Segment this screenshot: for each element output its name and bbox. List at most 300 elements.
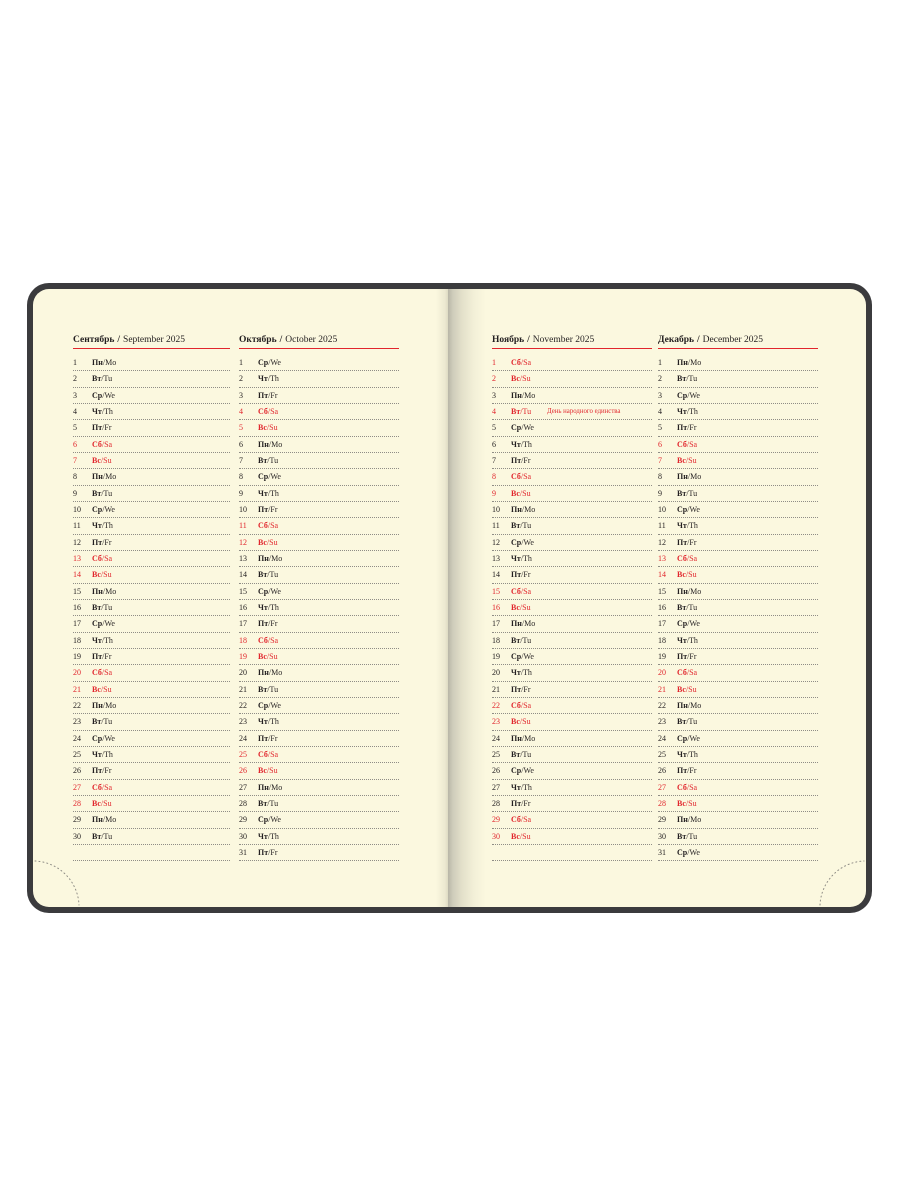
weekday-separator: /	[520, 472, 524, 482]
weekday	[677, 355, 701, 370]
weekday-en: Mo	[271, 782, 283, 792]
day-row	[73, 388, 230, 404]
weekday	[92, 665, 112, 680]
weekday-en: Mo	[271, 553, 283, 563]
weekday-en: Sa	[689, 553, 698, 563]
weekday-ru: Пт	[511, 455, 522, 465]
weekday-separator: /	[685, 455, 689, 465]
weekday-separator: /	[520, 782, 524, 792]
day-number: 1	[239, 358, 243, 367]
day-row	[658, 763, 818, 779]
day-row	[239, 469, 399, 485]
weekday	[511, 731, 535, 746]
weekday-en: Fr	[270, 733, 278, 743]
day-row	[492, 420, 652, 436]
day-row	[658, 649, 818, 665]
day-row	[239, 502, 399, 518]
weekday-separator: /	[267, 717, 271, 727]
weekday-separator: /	[102, 504, 105, 514]
weekday	[677, 518, 698, 533]
weekday	[511, 747, 531, 762]
day-row	[239, 567, 399, 583]
weekday-en: Fr	[270, 847, 278, 857]
weekday-separator: /	[267, 749, 271, 759]
weekday-ru: Пт	[677, 423, 688, 433]
weekday-ru: Ср	[92, 504, 103, 514]
weekday-ru: Вс	[92, 570, 101, 580]
day-row	[492, 437, 652, 453]
weekday-en: Su	[103, 798, 112, 808]
weekday	[258, 371, 279, 386]
weekday	[92, 763, 112, 778]
day-row	[492, 747, 652, 763]
day-number: 23	[492, 717, 500, 727]
weekday-separator: /	[268, 472, 271, 482]
weekday	[258, 535, 278, 550]
day-number: 18	[492, 635, 500, 645]
weekday-separator: /	[687, 651, 690, 661]
weekday	[511, 698, 531, 713]
weekday-separator: /	[100, 455, 104, 465]
weekday-separator: /	[686, 782, 690, 792]
holiday-row	[492, 404, 652, 420]
weekday-ru: Пт	[258, 504, 269, 514]
weekday-en: Th	[523, 782, 532, 792]
weekday-en: Su	[522, 831, 531, 841]
weekday-separator: /	[685, 570, 689, 580]
day-row	[658, 845, 818, 861]
weekday-ru: Вс	[511, 717, 520, 727]
weekday-ru: Сб	[677, 553, 687, 563]
weekend-row	[658, 437, 818, 453]
weekday-en: Su	[269, 651, 278, 661]
day-number: 12	[73, 537, 81, 547]
weekday-ru: Пн	[92, 358, 103, 367]
weekday-ru: Вт	[92, 374, 102, 384]
weekday-ru: Пт	[677, 537, 688, 547]
day-row	[658, 355, 818, 371]
day-row	[73, 829, 230, 845]
weekday-ru: Ср	[511, 766, 522, 776]
day-number: 6	[239, 439, 243, 449]
day-row	[239, 616, 399, 632]
day-row	[73, 518, 230, 534]
day-number: 20	[73, 668, 81, 678]
weekday-en: Th	[523, 553, 532, 563]
day-row	[73, 747, 230, 763]
day-number: 15	[492, 586, 500, 596]
day-row	[73, 600, 230, 616]
weekday-separator: /	[685, 798, 689, 808]
weekday	[258, 600, 279, 615]
title-separator: /	[527, 335, 530, 345]
weekday-en: Fr	[270, 504, 278, 514]
weekday-en: Sa	[270, 521, 279, 531]
weekday-ru: Вт	[677, 488, 687, 498]
weekday-ru: Вт	[511, 406, 521, 416]
weekday-ru: Пн	[258, 668, 269, 678]
weekday-en: We	[270, 472, 281, 482]
month-name-en: October 2025	[285, 335, 338, 345]
weekday	[511, 535, 534, 550]
weekday-en: We	[689, 390, 700, 400]
month-header	[492, 333, 652, 349]
weekday-en: Th	[523, 439, 532, 449]
weekday-separator: /	[687, 586, 691, 596]
weekday-separator: /	[519, 488, 523, 498]
weekday-ru: Вт	[92, 831, 102, 841]
weekday-ru: Вт	[677, 717, 687, 727]
weekday-separator: /	[101, 831, 104, 841]
weekday-en: Fr	[523, 684, 531, 694]
day-row	[492, 649, 652, 665]
weekday	[258, 698, 281, 713]
weekday-en: Tu	[688, 488, 698, 498]
day-row	[492, 535, 652, 551]
day-number: 6	[492, 439, 496, 449]
weekday-separator: /	[687, 537, 690, 547]
title-separator: /	[117, 335, 121, 345]
day-row	[658, 812, 818, 828]
weekday-en: Sa	[523, 358, 532, 367]
day-row	[239, 714, 399, 730]
weekday	[258, 437, 282, 452]
weekday-en: Sa	[270, 749, 279, 759]
day-number: 15	[658, 586, 666, 596]
day-number: 14	[73, 570, 81, 580]
weekday-en: Th	[270, 602, 279, 612]
weekday-en: Tu	[522, 635, 532, 645]
weekday	[511, 486, 531, 501]
weekday-en: Tu	[688, 374, 698, 384]
weekday-en: We	[523, 537, 534, 547]
weekday-separator: /	[267, 406, 271, 416]
month-name-ru: Ноябрь	[492, 335, 525, 345]
weekday-ru: Ср	[258, 700, 269, 710]
day-number: 15	[73, 586, 81, 596]
day-number: 9	[239, 488, 243, 498]
weekday-en: We	[689, 504, 700, 514]
weekday-en: Tu	[103, 717, 113, 727]
day-number: 19	[492, 651, 500, 661]
weekday-ru: Вс	[258, 766, 267, 776]
day-number: 8	[239, 472, 243, 482]
day-number: 18	[658, 635, 666, 645]
weekday-en: We	[104, 733, 115, 743]
weekday	[677, 763, 697, 778]
weekday	[258, 567, 278, 582]
day-number: 20	[239, 668, 247, 678]
weekday-en: We	[523, 766, 534, 776]
weekend-row	[658, 780, 818, 796]
weekday-separator: /	[686, 668, 690, 678]
weekday-en: Tu	[103, 488, 113, 498]
day-number: 24	[658, 733, 666, 743]
weekday-separator: /	[102, 390, 105, 400]
weekday-en: Mo	[690, 586, 702, 596]
weekday-separator: /	[102, 619, 105, 629]
day-row	[239, 600, 399, 616]
weekend-row	[492, 371, 652, 387]
weekday-en: Fr	[104, 423, 112, 433]
day-number: 19	[658, 651, 666, 661]
day-row	[658, 371, 818, 387]
day-row	[73, 486, 230, 502]
weekday-en: Tu	[269, 570, 279, 580]
day-number: 16	[239, 602, 247, 612]
weekday	[258, 633, 278, 648]
weekday-en: Su	[688, 684, 697, 694]
weekday-ru: Вс	[677, 798, 686, 808]
day-number: 5	[73, 423, 77, 433]
day-row	[73, 535, 230, 551]
day-number: 8	[73, 472, 77, 482]
weekday-ru: Ср	[258, 472, 269, 482]
weekday-separator: /	[267, 374, 271, 384]
weekday	[92, 731, 115, 746]
day-number: 31	[658, 847, 666, 857]
weekday-en: Fr	[523, 798, 531, 808]
weekend-row	[658, 682, 818, 698]
day-row	[239, 437, 399, 453]
weekday-en: Sa	[104, 439, 113, 449]
weekday	[258, 502, 278, 517]
weekend-row	[239, 518, 399, 534]
weekday	[258, 420, 278, 435]
weekday-en: Fr	[270, 390, 278, 400]
weekday	[92, 453, 112, 468]
day-row	[73, 355, 230, 371]
day-row	[492, 796, 652, 812]
weekday-separator: /	[521, 390, 525, 400]
weekday	[92, 796, 112, 811]
day-number: 21	[492, 684, 500, 694]
weekday-ru: Вт	[677, 831, 687, 841]
day-row	[658, 698, 818, 714]
weekday	[258, 518, 278, 533]
weekday-ru: Вт	[677, 374, 687, 384]
day-list	[492, 355, 652, 861]
weekday-ru: Ср	[677, 504, 688, 514]
weekend-row	[492, 698, 652, 714]
weekday	[92, 633, 113, 648]
day-number: 9	[73, 488, 77, 498]
weekday-en: Su	[103, 570, 112, 580]
weekday	[677, 404, 698, 419]
day-row	[658, 714, 818, 730]
holiday-note: День народного единства	[547, 407, 621, 415]
weekday-en: Sa	[689, 668, 698, 678]
day-row	[658, 502, 818, 518]
day-row	[492, 682, 652, 698]
weekday-ru: Пн	[511, 504, 522, 514]
weekend-row	[239, 649, 399, 665]
weekday-ru: Пт	[92, 651, 103, 661]
weekday-ru: Чт	[511, 439, 521, 449]
weekday-ru: Вт	[511, 749, 521, 759]
day-row	[239, 665, 399, 681]
weekday-en: Tu	[103, 602, 113, 612]
weekday	[258, 665, 282, 680]
weekday	[511, 763, 534, 778]
weekday-en: Tu	[103, 831, 113, 841]
day-number: 4	[492, 406, 496, 416]
weekday-separator: /	[521, 733, 525, 743]
day-number: 11	[73, 521, 81, 531]
weekday-ru: Сб	[511, 472, 521, 482]
day-row	[73, 698, 230, 714]
weekday-separator: /	[102, 358, 106, 367]
weekday	[258, 486, 279, 501]
weekday-ru: Пн	[677, 700, 688, 710]
weekday-separator: /	[519, 717, 523, 727]
day-number: 17	[73, 619, 81, 629]
weekend-row	[492, 584, 652, 600]
weekend-row	[492, 829, 652, 845]
weekday	[511, 502, 535, 517]
weekend-row	[492, 600, 652, 616]
weekday	[511, 812, 531, 827]
weekday-ru: Ср	[92, 733, 103, 743]
weekday-ru: Чт	[92, 749, 102, 759]
weekday-en: Mo	[105, 586, 117, 596]
weekday	[511, 551, 532, 566]
weekday-separator: /	[268, 439, 272, 449]
weekday	[92, 682, 112, 697]
weekday-separator: /	[686, 439, 690, 449]
day-number: 6	[73, 439, 77, 449]
weekday-ru: Ср	[677, 390, 688, 400]
day-number: 25	[73, 749, 81, 759]
weekday	[677, 469, 701, 484]
weekday-ru: Пт	[92, 766, 103, 776]
weekday-ru: Вс	[92, 684, 101, 694]
month-header	[73, 333, 230, 349]
day-number: 4	[73, 406, 77, 416]
day-row	[73, 404, 230, 420]
day-row	[658, 600, 818, 616]
weekday-ru: Вт	[92, 488, 102, 498]
weekday-separator: /	[268, 700, 271, 710]
weekday-ru: Пн	[258, 782, 269, 792]
weekday-separator: /	[102, 472, 106, 482]
weekday-en: Mo	[271, 439, 283, 449]
weekday-separator: /	[267, 521, 271, 531]
weekday	[677, 845, 700, 860]
weekday-separator: /	[268, 586, 271, 596]
weekday-separator: /	[686, 553, 690, 563]
weekday-en: Mo	[690, 700, 702, 710]
weekday-ru: Ср	[511, 537, 522, 547]
month-column-november	[492, 333, 652, 861]
day-row	[73, 469, 230, 485]
day-number: 11	[658, 521, 666, 531]
weekday	[677, 780, 697, 795]
weekday	[258, 469, 281, 484]
weekday-ru: Пт	[511, 570, 522, 580]
weekend-row	[239, 420, 399, 436]
weekday	[677, 502, 700, 517]
weekday-separator: /	[102, 651, 105, 661]
weekday	[677, 567, 697, 582]
weekday-en: Su	[522, 488, 531, 498]
weekday-en: Sa	[689, 439, 698, 449]
weekday-ru: Сб	[258, 749, 268, 759]
day-row	[239, 682, 399, 698]
weekday-ru: Вс	[511, 831, 520, 841]
weekday-separator: /	[100, 570, 104, 580]
day-number: 18	[239, 635, 247, 645]
day-number: 31	[239, 847, 247, 857]
weekday-separator: /	[267, 798, 270, 808]
weekday-en: Sa	[523, 586, 532, 596]
weekday-ru: Пт	[511, 798, 522, 808]
weekday	[92, 388, 115, 403]
day-number: 3	[239, 390, 243, 400]
weekday-separator: /	[266, 423, 270, 433]
day-number: 10	[492, 504, 500, 514]
weekday-en: Su	[269, 423, 278, 433]
title-separator: /	[279, 335, 283, 345]
weekday-ru: Сб	[258, 635, 268, 645]
weekday-ru: Вс	[511, 602, 520, 612]
weekday-en: Mo	[524, 504, 536, 514]
day-number: 10	[239, 504, 247, 514]
weekday-ru: Вт	[92, 602, 102, 612]
weekday-separator: /	[267, 488, 271, 498]
weekday-separator: /	[521, 684, 524, 694]
weekday-ru: Пн	[677, 472, 688, 482]
weekday-en: Th	[104, 635, 113, 645]
day-number: 21	[239, 684, 247, 694]
weekday	[258, 845, 278, 860]
day-number: 21	[658, 684, 666, 694]
weekday-ru: Ср	[511, 423, 522, 433]
weekday-separator: /	[687, 423, 690, 433]
title-separator: /	[697, 335, 700, 345]
weekday-ru: Ср	[511, 651, 522, 661]
day-row	[73, 616, 230, 632]
day-number: 3	[73, 390, 77, 400]
weekday-en: We	[270, 815, 281, 825]
weekday-en: Fr	[689, 423, 697, 433]
weekday-en: Su	[269, 537, 278, 547]
weekday-ru: Пн	[677, 586, 688, 596]
day-row	[73, 371, 230, 387]
weekday-ru: Чт	[677, 406, 687, 416]
weekday	[511, 437, 532, 452]
weekday-separator: /	[686, 488, 689, 498]
weekday-separator: /	[521, 570, 524, 580]
day-number: 14	[239, 570, 247, 580]
weekday-ru: Вт	[258, 684, 268, 694]
weekday-separator: /	[101, 635, 105, 645]
weekday-ru: Пн	[511, 390, 522, 400]
weekday	[677, 420, 697, 435]
day-row	[492, 388, 652, 404]
day-row	[73, 633, 230, 649]
weekday-separator: /	[521, 537, 524, 547]
weekday-separator: /	[686, 831, 689, 841]
weekend-row	[73, 780, 230, 796]
day-row	[73, 420, 230, 436]
weekend-row	[239, 747, 399, 763]
weekday	[92, 535, 112, 550]
day-row	[239, 780, 399, 796]
day-number: 2	[658, 374, 662, 384]
weekday	[677, 812, 701, 827]
weekday-en: Mo	[105, 472, 117, 482]
